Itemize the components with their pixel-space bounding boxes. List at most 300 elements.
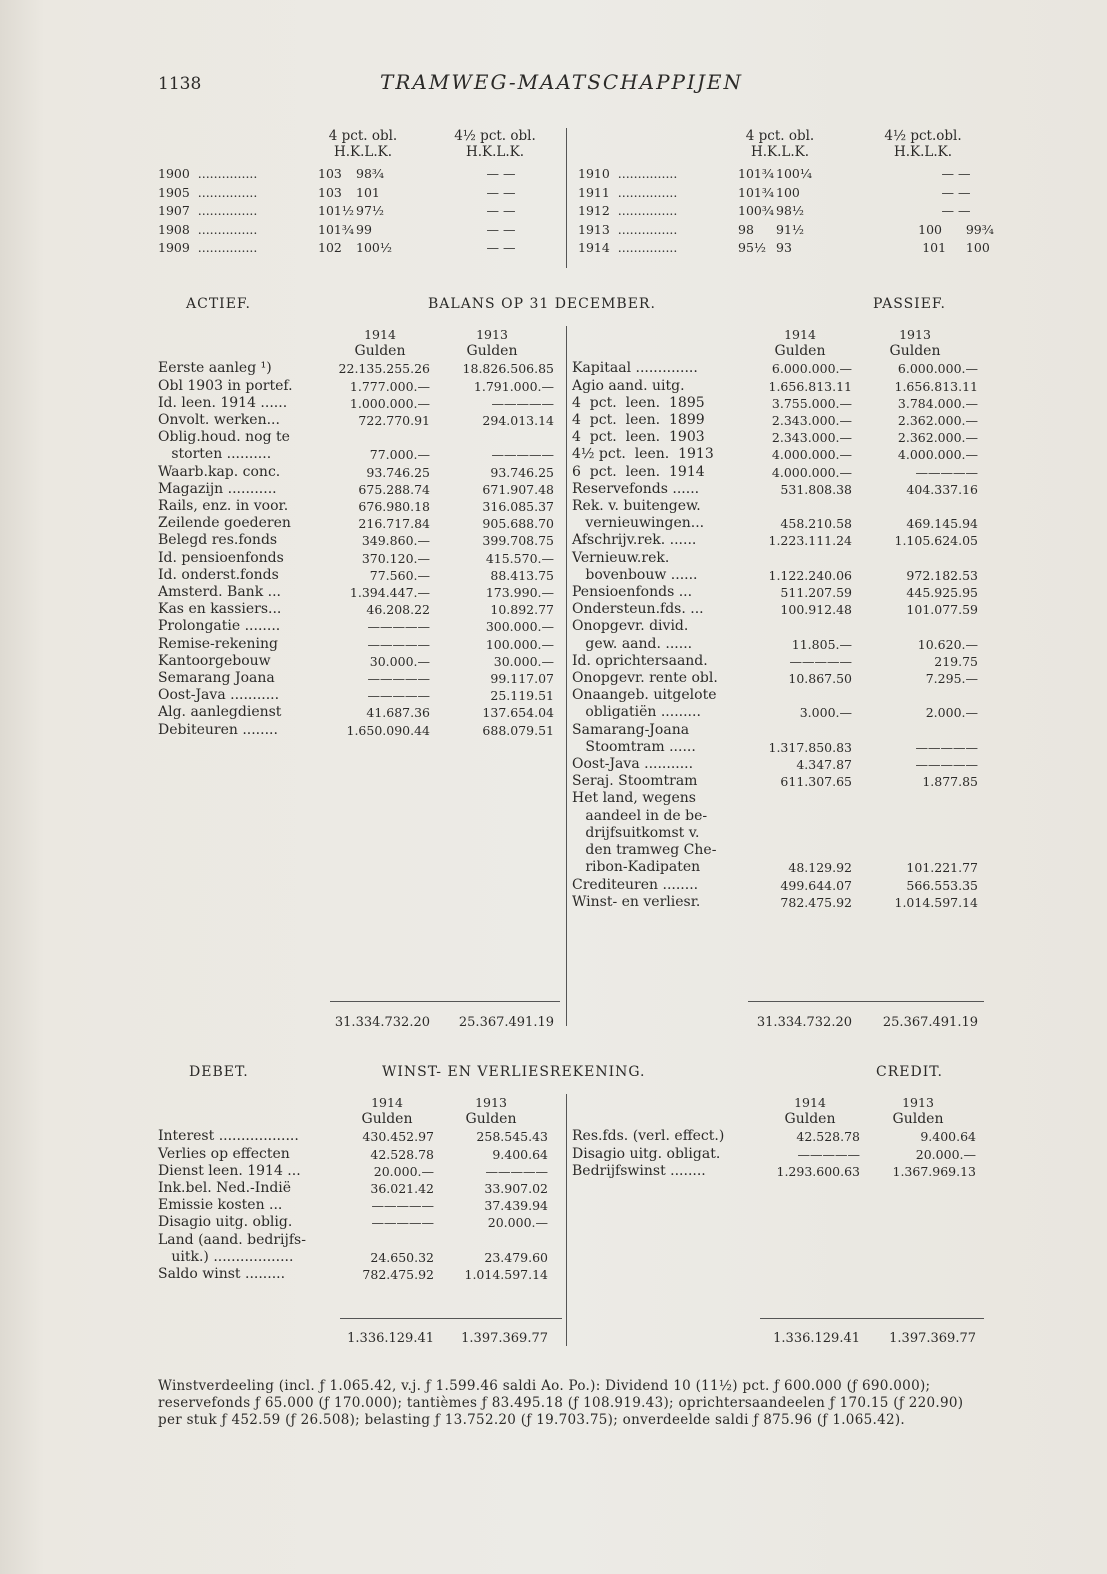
value-1914 [748, 722, 852, 739]
table-row [572, 378, 978, 395]
header-line: H.K.L.K. [750, 144, 810, 160]
value-1914: 46.208.22 [366, 602, 430, 618]
value-1914: 1.777.000.— [349, 378, 430, 394]
header-line: H.K.L.K. [893, 144, 953, 160]
row-label: Rails, enz. in voor. [158, 498, 289, 515]
value-1913: 1.105.624.05 [894, 533, 978, 549]
value-1914: 42.528.78 [796, 1129, 860, 1145]
column-unit: Gulden [466, 343, 518, 360]
value-1914: 2.343.000.— [771, 430, 852, 446]
value-1913: 905.688.70 [482, 516, 554, 532]
value-1914: ————— [367, 619, 430, 635]
balance-actief-table [158, 326, 554, 739]
row-label: Crediteuren ........ [572, 876, 699, 893]
value-1914: 4.347.87 [796, 757, 852, 773]
pl-debet-totals [340, 1330, 548, 1347]
value-1913: 688.079.51 [482, 722, 554, 738]
page-title: TRAMWEG-MAATSCHAPPIJEN [380, 70, 744, 94]
table-row [158, 550, 554, 567]
table-row [572, 584, 978, 601]
value-1913: 445.925.95 [906, 585, 978, 601]
value-1913: 9.400.64 [920, 1129, 976, 1145]
value-1914: 11.805.— [791, 636, 852, 652]
table-row [158, 498, 554, 515]
value-1913: 33.907.02 [484, 1181, 548, 1197]
row-label: aandeel in de be- [572, 807, 708, 824]
value-1914: ————— [797, 1146, 860, 1162]
quote-4pct-high: 103 [318, 184, 342, 200]
table-row [158, 687, 554, 704]
quote-4pct-low: 93 [776, 240, 792, 255]
table-row [158, 515, 554, 532]
pl-divider [566, 1094, 567, 1346]
table-row [572, 722, 978, 739]
quotes-left-header-4pct [308, 128, 418, 160]
value-1914: 1.000.000.— [349, 395, 430, 411]
table-row [158, 1232, 548, 1249]
column-year-1913: 1913 [476, 327, 508, 342]
column-header-unit [158, 1111, 548, 1128]
row-label: Dienst leen. 1914 ... [158, 1162, 301, 1179]
row-label: Onaangeb. uitgelote [572, 687, 717, 704]
value-1914: 1.317.850.83 [768, 739, 852, 755]
value-1914: 48.129.92 [788, 860, 852, 876]
row-label: Oost-Java ........... [158, 687, 280, 704]
value-1914: ————— [367, 688, 430, 704]
quote-row [158, 202, 566, 221]
value-1913 [852, 842, 978, 859]
row-label: gew. aand. ...... [572, 635, 693, 652]
table-row [572, 756, 978, 773]
value-1913: 9.400.64 [492, 1146, 548, 1162]
quote-4pct-high: 103 [318, 166, 342, 181]
value-1913: 316.085.37 [482, 499, 554, 515]
row-label: Magazijn ........... [158, 480, 277, 497]
value-1913 [852, 722, 978, 739]
balance-passief-totals [748, 1014, 978, 1031]
pl-credit-totals [760, 1330, 976, 1347]
row-label: uitk.) .................. [158, 1248, 294, 1265]
value-1914: 216.717.84 [358, 516, 430, 532]
value-1914: 1.650.090.44 [346, 722, 430, 738]
balance-actief-rule [330, 1001, 560, 1002]
table-row [158, 464, 554, 481]
column-header-unit [572, 343, 978, 360]
value-1913: ————— [485, 1163, 548, 1179]
quote-year: 1909 ............... [158, 240, 258, 255]
row-label: 4½ pct. leen. 1913 [572, 446, 714, 463]
row-label: 6 pct. leen. 1914 [572, 463, 705, 480]
row-label: Id. pensioenfonds [158, 549, 284, 566]
column-year-1913: 1913 [475, 1095, 507, 1110]
table-row [572, 498, 978, 515]
value-1914: 24.650.32 [370, 1249, 434, 1265]
value-1914 [340, 1232, 434, 1249]
row-label: Alg. aanlegdienst [158, 704, 282, 721]
quote-row [158, 221, 566, 240]
value-1914: 499.644.07 [780, 877, 852, 893]
column-unit: Gulden [361, 1111, 413, 1128]
value-1913: 25.119.51 [490, 688, 554, 704]
quote-year: 1905 ............... [158, 184, 258, 200]
row-label: Het land, wegens [572, 790, 696, 807]
quote-4pct-low: 100½ [356, 240, 392, 255]
column-header-unit [158, 343, 554, 360]
row-label: Onopgevr. divid. [572, 618, 689, 635]
value-1913: 3.784.000.— [897, 395, 978, 411]
column-unit: Gulden [465, 1111, 517, 1128]
value-1913: 4.000.000.— [897, 447, 978, 463]
quote-45pct: — — [941, 166, 971, 181]
quote-4pct-low: 100¼ [776, 166, 812, 181]
actief-label: ACTIEF. [186, 296, 251, 312]
table-row [158, 1180, 548, 1197]
table-row [572, 877, 978, 894]
table-row [158, 1249, 548, 1266]
column-unit: Gulden [784, 1111, 836, 1128]
row-label: Saldo winst ......... [158, 1266, 286, 1283]
column-unit: Gulden [354, 343, 406, 360]
value-1914 [748, 842, 852, 859]
table-row [572, 1128, 976, 1145]
table-row [572, 429, 978, 446]
row-label: Bedrijfswinst ........ [572, 1162, 706, 1179]
row-label: Agio aand. uitg. [572, 377, 685, 394]
value-1914: 531.808.38 [780, 481, 852, 497]
total-1914: 31.334.732.20 [756, 1015, 852, 1030]
quote-4pct-high: 100¾ [738, 203, 774, 218]
row-label: obligatiën ......... [572, 704, 701, 721]
value-1913: 173.990.— [485, 585, 554, 601]
quote-year: 1907 ............... [158, 203, 258, 218]
row-label: vernieuwingen... [572, 515, 705, 532]
column-header-unit [572, 1111, 976, 1128]
table-row [158, 636, 554, 653]
value-1913: 37.439.94 [484, 1198, 548, 1214]
quote-4pct-low: 97½ [356, 203, 385, 218]
value-1913: ————— [491, 395, 554, 411]
value-1913: 399.708.75 [482, 533, 554, 549]
spacer [572, 1111, 760, 1128]
header-line: 4 pct. obl. [745, 128, 815, 144]
row-label: Kapitaal .............. [572, 360, 698, 377]
quotes-left-table [158, 165, 566, 258]
table-row [572, 1163, 976, 1180]
header-line: 4½ pct. obl. [454, 128, 536, 144]
value-1913: 1.014.597.14 [464, 1267, 548, 1283]
value-1914: 77.560.— [369, 567, 430, 583]
value-1914: 4.000.000.— [771, 464, 852, 480]
value-1913: 93.746.25 [490, 464, 554, 480]
value-1913 [852, 825, 978, 842]
table-row [572, 636, 978, 653]
quotes-right-table [578, 165, 1026, 258]
column-header-years [158, 1094, 548, 1111]
table-row [158, 1214, 548, 1231]
quote-4pct-low: 101 [356, 184, 380, 200]
spacer [158, 343, 330, 360]
table-row [572, 515, 978, 532]
row-label: ribon-Kadipaten [572, 859, 701, 876]
value-1913: 7.295.— [925, 671, 978, 687]
row-label: Verlies op effecten [158, 1145, 290, 1162]
debet-label: DEBET. [189, 1064, 249, 1080]
quote-45pct: — — [486, 221, 516, 237]
row-label: Emissie kosten ... [158, 1197, 283, 1214]
value-1913: ————— [915, 757, 978, 773]
value-1913: 2.362.000.— [897, 413, 978, 429]
value-1913: 294.013.14 [482, 413, 554, 429]
value-1913: 1.877.85 [922, 774, 978, 790]
value-1914 [748, 498, 852, 515]
balance-passief-table [572, 326, 978, 911]
pl-debet-rule [340, 1318, 562, 1319]
quote-4pct-high: 101¾ [738, 166, 774, 181]
table-row [158, 722, 554, 739]
quote-4pct-low: 99 [356, 221, 372, 237]
table-row [572, 550, 978, 567]
total-1913: 25.367.491.19 [458, 1015, 554, 1030]
quote-45pct: — — [941, 203, 971, 218]
table-row [572, 481, 978, 498]
column-unit: Gulden [774, 343, 826, 360]
value-1914: 41.687.36 [366, 705, 430, 721]
value-1913: 1.367.969.13 [892, 1163, 976, 1179]
value-1914: 458.210.58 [780, 516, 852, 532]
balance-title: BALANS OP 31 DECEMBER. [428, 296, 656, 312]
value-1914: 370.120.— [361, 550, 430, 566]
row-label: Eerste aanleg ¹) [158, 360, 272, 377]
total-1913: 25.367.491.19 [882, 1015, 978, 1030]
quote-row [578, 221, 1026, 240]
row-label: Kas en kassiers... [158, 601, 282, 618]
value-1914 [748, 687, 852, 704]
value-1914: 4.000.000.— [771, 447, 852, 463]
quote-4pct-low: 98¾ [356, 166, 385, 181]
column-header-years [158, 326, 554, 343]
value-1914: 36.021.42 [370, 1181, 434, 1197]
column-year-1914: 1914 [784, 327, 816, 342]
value-1914: 676.980.18 [358, 499, 430, 515]
value-1913: 219.75 [934, 653, 978, 669]
table-row [158, 360, 554, 377]
spacer [572, 1094, 760, 1111]
row-label: Reservefonds ...... [572, 480, 700, 497]
row-label: Disagio uitg. oblig. [158, 1214, 293, 1231]
value-1913: 469.145.94 [906, 516, 978, 532]
balance-passief-rule [748, 1001, 984, 1002]
page-number: 1138 [158, 74, 202, 94]
row-label: Kantoorgebouw [158, 652, 271, 669]
row-label: Remise-rekening [158, 635, 278, 652]
value-1913: 30.000.— [493, 653, 554, 669]
value-1914: ————— [371, 1215, 434, 1231]
row-label: Seraj. Stoomtram [572, 773, 698, 790]
column-year-1913: 1913 [899, 327, 931, 342]
value-1913: 10.620.— [917, 636, 978, 652]
row-label: 4 pct. leen. 1895 [572, 394, 705, 411]
row-label: storten .......... [158, 446, 272, 463]
header-line: H.K.L.K. [333, 144, 393, 160]
column-header-years [572, 326, 978, 343]
value-1913: 1.791.000.— [473, 378, 554, 394]
quote-year: 1914 ............... [578, 240, 678, 255]
table-row [572, 842, 978, 859]
value-1913: 20.000.— [487, 1215, 548, 1231]
value-1913 [852, 550, 978, 567]
value-1914: 1.122.240.06 [768, 567, 852, 583]
row-label: Winst- en verliesr. [572, 893, 701, 910]
passief-label: PASSIEF. [873, 296, 946, 312]
table-row [158, 1266, 548, 1283]
quote-45pct: 100 99¾ [918, 221, 994, 237]
quote-row [578, 184, 1026, 203]
value-1913: 23.479.60 [484, 1249, 548, 1265]
value-1914: 3.755.000.— [771, 395, 852, 411]
row-label: Waarb.kap. conc. [158, 463, 281, 480]
table-row [572, 670, 978, 687]
value-1914: 3.000.— [799, 705, 852, 721]
row-label: Id. oprichtersaand. [572, 652, 708, 669]
quote-row [158, 165, 566, 184]
quote-4pct-high: 101¾ [738, 184, 774, 200]
table-row [158, 1163, 548, 1180]
value-1914: 30.000.— [369, 653, 430, 669]
quote-year: 1908 ............... [158, 221, 258, 237]
value-1914: 77.000.— [369, 447, 430, 463]
value-1914: ————— [367, 671, 430, 687]
row-label: Rek. v. buitengew. [572, 498, 701, 515]
row-label: Onvolt. werken... [158, 412, 280, 429]
row-label: Semarang Joana [158, 670, 275, 687]
value-1914: 22.135.255.26 [338, 361, 430, 377]
value-1913 [430, 429, 554, 446]
quote-45pct: 101 100 [922, 240, 990, 255]
value-1913: 404.337.16 [906, 481, 978, 497]
profit-distribution-note: Winstverdeeling (incl. ƒ 1.065.42, v.j. ƒ 1.599.46 saldi Ao. Po.): Dividend 10 (11½) pct. ƒ 600.000 (ƒ 690.000); reservefonds ƒ 65.000 (ƒ 170.000); tantièmes ƒ 83.495.18 (ƒ 108.919.43); oprichtersaandeelen ƒ 170.15 (ƒ 220.90) per stuk ƒ 452.59 (ƒ 26.508); belasting ƒ 13.752.20 (ƒ 19.703.75); onverdeelde saldi ƒ 875.96 (ƒ 1.065.42). [158, 1378, 964, 1428]
table-row [158, 670, 554, 687]
quote-45pct: — — [486, 166, 516, 181]
quotes-divider [566, 128, 567, 268]
table-row [572, 618, 978, 635]
pl-credit-table [572, 1094, 976, 1180]
table-row [158, 395, 554, 412]
value-1913 [852, 687, 978, 704]
table-row [158, 1197, 548, 1214]
row-label: Zeilende goederen [158, 515, 291, 532]
row-label: Land (aand. bedrijfs- [158, 1231, 306, 1248]
total-1913: 1.397.369.77 [889, 1331, 976, 1346]
value-1913: ————— [915, 739, 978, 755]
row-label: Id. leen. 1914 ...... [158, 394, 288, 411]
table-row [158, 1128, 548, 1145]
quote-row [578, 239, 1026, 258]
table-row [158, 429, 554, 446]
quote-4pct-high: 101¾ [318, 221, 354, 237]
value-1913: 20.000.— [915, 1146, 976, 1162]
value-1913: 972.182.53 [906, 567, 978, 583]
table-row [572, 1146, 976, 1163]
value-1914: ————— [371, 1198, 434, 1214]
value-1914: 1.656.813.11 [768, 378, 852, 394]
table-row [158, 653, 554, 670]
row-label: Res.fds. (verl. effect.) [572, 1128, 725, 1145]
quote-4pct-high: 98 [738, 221, 754, 237]
value-1914: 722.770.91 [358, 413, 430, 429]
value-1914: 10.867.50 [788, 671, 852, 687]
row-label: Samarang-Joana [572, 721, 690, 738]
row-label: Amsterd. Bank ... [158, 584, 281, 601]
row-label: Afschrijv.rek. ...... [572, 532, 697, 549]
value-1913 [434, 1232, 548, 1249]
table-row [572, 859, 978, 876]
table-row [158, 378, 554, 395]
balance-actief-totals [330, 1014, 554, 1031]
value-1914: 782.475.92 [780, 894, 852, 910]
row-label: 4 pct. leen. 1903 [572, 429, 705, 446]
total-1914: 31.334.732.20 [334, 1015, 430, 1030]
value-1914: 93.746.25 [366, 464, 430, 480]
table-row [572, 532, 978, 549]
value-1914: 675.288.74 [358, 481, 430, 497]
table-row [572, 446, 978, 463]
row-label: Pensioenfonds ... [572, 584, 693, 601]
row-label: Debiteuren ........ [158, 721, 278, 738]
header-line: 4 pct. obl. [328, 128, 398, 144]
value-1913 [852, 808, 978, 825]
table-row [158, 1146, 548, 1163]
value-1913: ————— [491, 447, 554, 463]
quote-4pct-high: 95½ [738, 240, 767, 255]
table-row [572, 360, 978, 377]
quote-4pct-low: 100 [776, 184, 800, 200]
table-row [572, 739, 978, 756]
value-1913: 101.077.59 [906, 602, 978, 618]
value-1913: 415.570.— [485, 550, 554, 566]
quotes-left-header-45pct [440, 128, 550, 160]
row-label: drijfsuitkomst v. [572, 824, 700, 841]
quote-45pct: — — [486, 184, 516, 200]
value-1913: 2.000.— [925, 705, 978, 721]
column-year-1914: 1914 [794, 1095, 826, 1110]
value-1913: 10.892.77 [490, 602, 554, 618]
table-row [158, 446, 554, 463]
header-line: H.K.L.K. [465, 144, 525, 160]
header-line: 4½ pct.obl. [884, 128, 962, 144]
column-year-1913: 1913 [902, 1095, 934, 1110]
table-row [572, 704, 978, 721]
value-1914: 349.860.— [361, 533, 430, 549]
value-1914: 611.307.65 [780, 774, 852, 790]
value-1913: 88.413.75 [490, 567, 554, 583]
total-1914: 1.336.129.41 [347, 1331, 434, 1346]
quote-row [158, 184, 566, 203]
value-1914: 2.343.000.— [771, 413, 852, 429]
table-row [572, 687, 978, 704]
table-row [158, 481, 554, 498]
column-year-1914: 1914 [371, 1095, 403, 1110]
table-row [572, 773, 978, 790]
table-row [572, 412, 978, 429]
value-1914: 100.912.48 [780, 602, 852, 618]
value-1914: ————— [367, 636, 430, 652]
value-1913: 566.553.35 [906, 877, 978, 893]
value-1914 [748, 790, 852, 807]
row-label: Ondersteun.fds. ... [572, 601, 704, 618]
quote-year: 1913 ............... [578, 221, 678, 237]
balance-divider [566, 326, 567, 1026]
quote-row [158, 239, 566, 258]
